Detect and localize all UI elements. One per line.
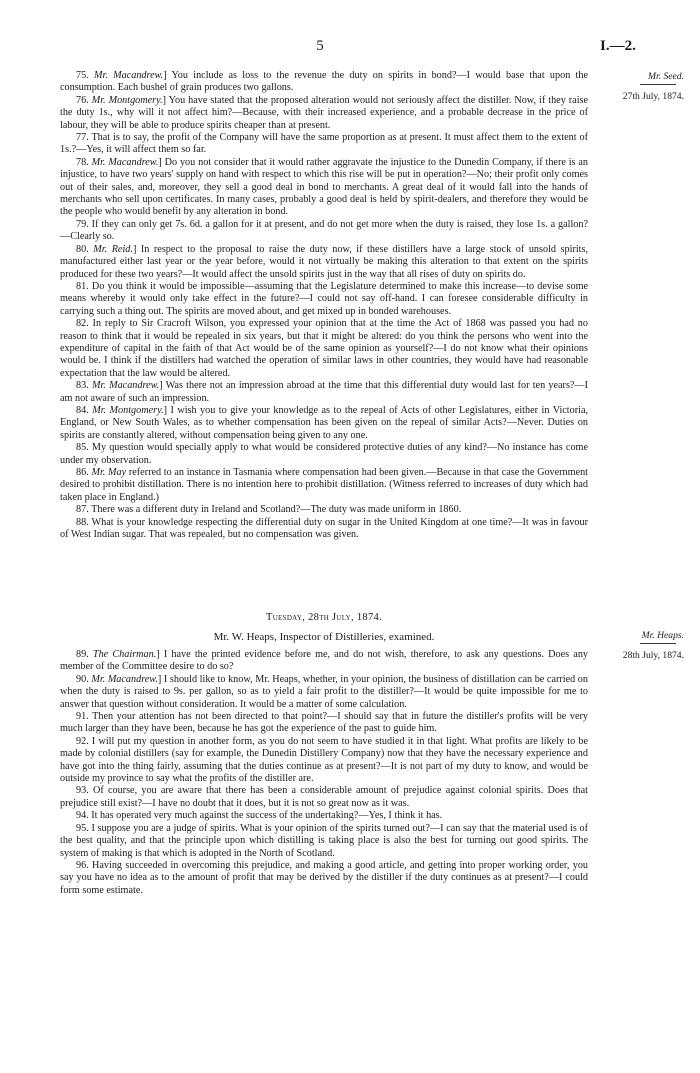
question-text: I will put my question in another form, as you do not seem to have studied it in that light. What profits are likely to be made by colonial distillers (say for example, the Dunedin Distillery Company) now that they have the necessary experience and have got into the thing fairly, assuming that the duties continue as at present?—It is not part of my duty to know, and would be outside my province to say what the profits of the distiller are. [60,735,588,785]
question-text: ] You include as loss to the revenue the duty on spirits in bond?—I would base that upon the consumption. Each bushel of grain produces two gallons. [60,70,588,94]
date-heading-text: Tuesday, 28th July, 1874. [265,612,382,623]
question-number: 81. [76,280,89,292]
question-text: That is to say, the profit of the Company will have the same proportion as at present. It must affect them to the extent of 1s.?—Yes, it will affect them so far. [60,132,588,156]
question-paragraph [60,244,588,281]
witness-heading [60,631,588,643]
question-text: referred to an instance in Tasmania where compensation had been given.—Because in that case the Government desired to prohibit distillation. There is no intention here to prohibit distillation. (Witness referred to increases of duty which had taken place in England.) [60,467,589,503]
question-number: 83. [76,380,89,392]
question-paragraph [60,649,588,674]
question-text: Then your attention has not been directed to that point?—I should say that in future the distiller's profits will be very much larger than they have been, because he has got the experience of the past to guide him. [60,711,588,735]
question-paragraph [60,736,588,786]
evidence-section-2 [60,649,588,897]
question-text: I suppose you are a judge of spirits. What is your opinion of the spirits turned out?—I can say that the material used is of the best quality, and that the principle upon which distilling is taking place is also the best for turning out good spirits. The system of making is that which is adopted in the North of Scotland. [60,822,589,859]
question-paragraph [60,405,588,442]
question-number: 76. [76,94,89,106]
question-paragraph [60,318,588,380]
question-number: 79. [76,218,89,230]
speaker-name: Mr. Montgomery. [92,404,164,416]
question-text: There was a different duty in Ireland and Scotland?—The duty was made uniform in 1860. [91,504,462,516]
question-text: ] Was there not an impression abroad at the time that this differential duty would last for ten years?—I am not aware of such an impression. [60,380,589,404]
question-paragraph [60,823,588,860]
question-number: 77. [76,132,89,144]
question-text: ] I should like to know, Mr. Heaps, whether, in your opinion, the business of distillation can be carried on when the duty is raised to 9s. per gallon, so as to yield a fair profit to the distiller?—It would be quite impossible for me to answer that question without consideration. It would be a matter of some calculation. [60,673,588,710]
question-number: 86. [76,467,89,478]
question-paragraph [60,132,588,157]
question-text: My question would specially apply to what would be considered protective duties of any kind?—No instance has come under my observation. [60,442,588,466]
question-text: ] You have stated that the proposed alteration would not seriously affect the distiller. Now, if they raise the duty 1s., why will it not affect him?—Because, with their increased experience, and a probable decrease in the price of labour, they will be able to produce spirits cheaper than at present. [60,94,589,131]
question-number: 87. [76,504,89,516]
speaker-name: Mr. Macandrew. [91,673,158,685]
question-text: In reply to Sir Cracroft Wilson, you expressed your opinion that at the time the Act of 1868 was passed you had no reason to think that it would be repealed in six years, but that it might be altered: do you think the persons who went into the expenditure of capital in the faith of that Act would be of the same opinion as yourself?—I do not know what their opinions would be. I think if the distillers had watched the operation of similar laws in other countries, they would have had reasonable expectation that the law would be altered. [60,318,588,379]
question-number: 85. [76,442,89,454]
question-text: ] In respect to the proposal to raise the duty now, if these distillers have a large stock of unsold spirits, manufactured either last year or the year before, would it not virtually be making this alteration to that extent on the spirits produced for these two years?—It would affect the unsold spirits just in the way that all rises of duty on spirits do. [60,243,589,280]
evidence-section-1 [60,70,588,541]
question-text: Do you think it would be impossible—assuming that the Legislature determined to make this increase—to devise some means whereby it would only take effect in the future?—I could not say off-hand. I can foresee considerable difficulty in carrying such a thing out. The spirits are moved about, and get mixed up in bonded warehouses. [60,280,589,317]
margin-date: 28th July, 1874. [622,650,684,661]
speaker-name: The Chairman. [92,649,157,660]
question-number: 95. [76,822,89,834]
question-paragraph [60,281,588,318]
speaker-name: Mr. Reid. [93,243,133,255]
question-number: 94. [76,810,89,822]
margin-witness-name: Mr. Heaps. [641,630,684,641]
question-text: It has operated very much against the success of the undertaking?—Yes, I think it has. [91,810,443,822]
question-paragraph [60,810,588,822]
document-reference: I.—2. [600,38,636,54]
question-number: 91. [76,711,89,723]
question-paragraph [60,860,588,897]
question-paragraph [60,380,588,405]
question-paragraph [60,219,588,244]
speaker-name: Mr. Macandrew. [94,70,164,81]
question-number: 78. [76,156,89,168]
question-number: 82. [76,318,89,330]
margin-rule [640,643,676,644]
question-paragraph [60,674,588,711]
margin-witness-name: Mr. Seed. [648,71,684,82]
question-number: 96. [76,859,89,871]
question-text: Having succeeded in overcoming this prejudice, and making a good article, and getting into proper working order, you say you have no idea as to the amount of profit that may be derived by the distiller if the duty continues as at present?—I could form some estimate. [60,859,589,896]
question-text: ] Do you not consider that it would rather aggravate the injustice to the Dunedin Company, if there is an injustice, to have two years' supply on hand with respect to which this rise will be put in operation?—No; their profit only comes out of their sales, and, moreover, they sell a good deal in bond to merchants. A great deal of it would fall into the hands of merchants who sell upon certificates. In many cases, probably a good deal is held by spirit-dealers, and therefore they would be the people who would benefit by any alteration in bond. [60,156,588,218]
question-number: 80. [76,243,89,255]
question-text: What is your knowledge respecting the differential duty on sugar in the United Kingdom at one time?—It was in favour of West Indian sugar. That was repealed, but no compensation was given. [60,516,588,541]
question-paragraph [60,70,588,95]
question-number: 92. [76,735,89,747]
question-number: 89. [76,649,89,660]
question-number: 93. [76,785,89,797]
margin-note-second [592,630,684,661]
page-number: 5 [316,38,324,54]
speaker-name: Mr. Macandrew. [91,380,160,392]
question-text: If they can only get 7s. 6d. a gallon for it at present, and do not get more when the duty is raised, they lose 1s. a gallon?—Clearly so. [60,218,589,243]
question-number: 88. [76,516,89,528]
question-paragraph [60,711,588,736]
margin-note-first [592,71,684,102]
question-number: 75. [76,70,89,81]
question-text: Of course, you are aware that there has been a considerable amount of prejudice against colonial spirits. Does that prejudice still exist?—I have no doubt that it does, but it is not so great now as it was. [60,785,588,809]
question-paragraph [60,504,588,516]
question-paragraph [60,517,588,542]
witness-heading-text: Mr. W. Heaps, Inspector of Distilleries, examined. [213,631,435,643]
speaker-name: Mr. Montgomery. [91,94,163,106]
margin-date: 27th July, 1874. [622,91,684,102]
margin-rule [640,84,676,85]
question-paragraph [60,785,588,810]
question-paragraph [60,442,588,467]
question-paragraph [60,95,588,132]
question-number: 90. [76,673,89,685]
speaker-name: Mr. May [91,467,127,478]
question-number: 84. [76,404,89,416]
question-paragraph [60,157,588,219]
date-heading [60,612,588,623]
question-paragraph [60,467,588,504]
speaker-name: Mr. Macandrew. [91,156,159,168]
question-text: ] I wish you to give your knowledge as to the repeal of Acts of other Legislatures, either in Victoria, England, or New South Wales, as to whether compensation has been given on the repeal of similar Acts?—Never. Duties on spirits are constantly altered, without compensation being given to any one. [60,404,589,441]
question-text: ] I have the printed evidence before me, and do not wish, therefore, to ask any questions. Does any member of the Committee desire to do so? [60,649,589,673]
